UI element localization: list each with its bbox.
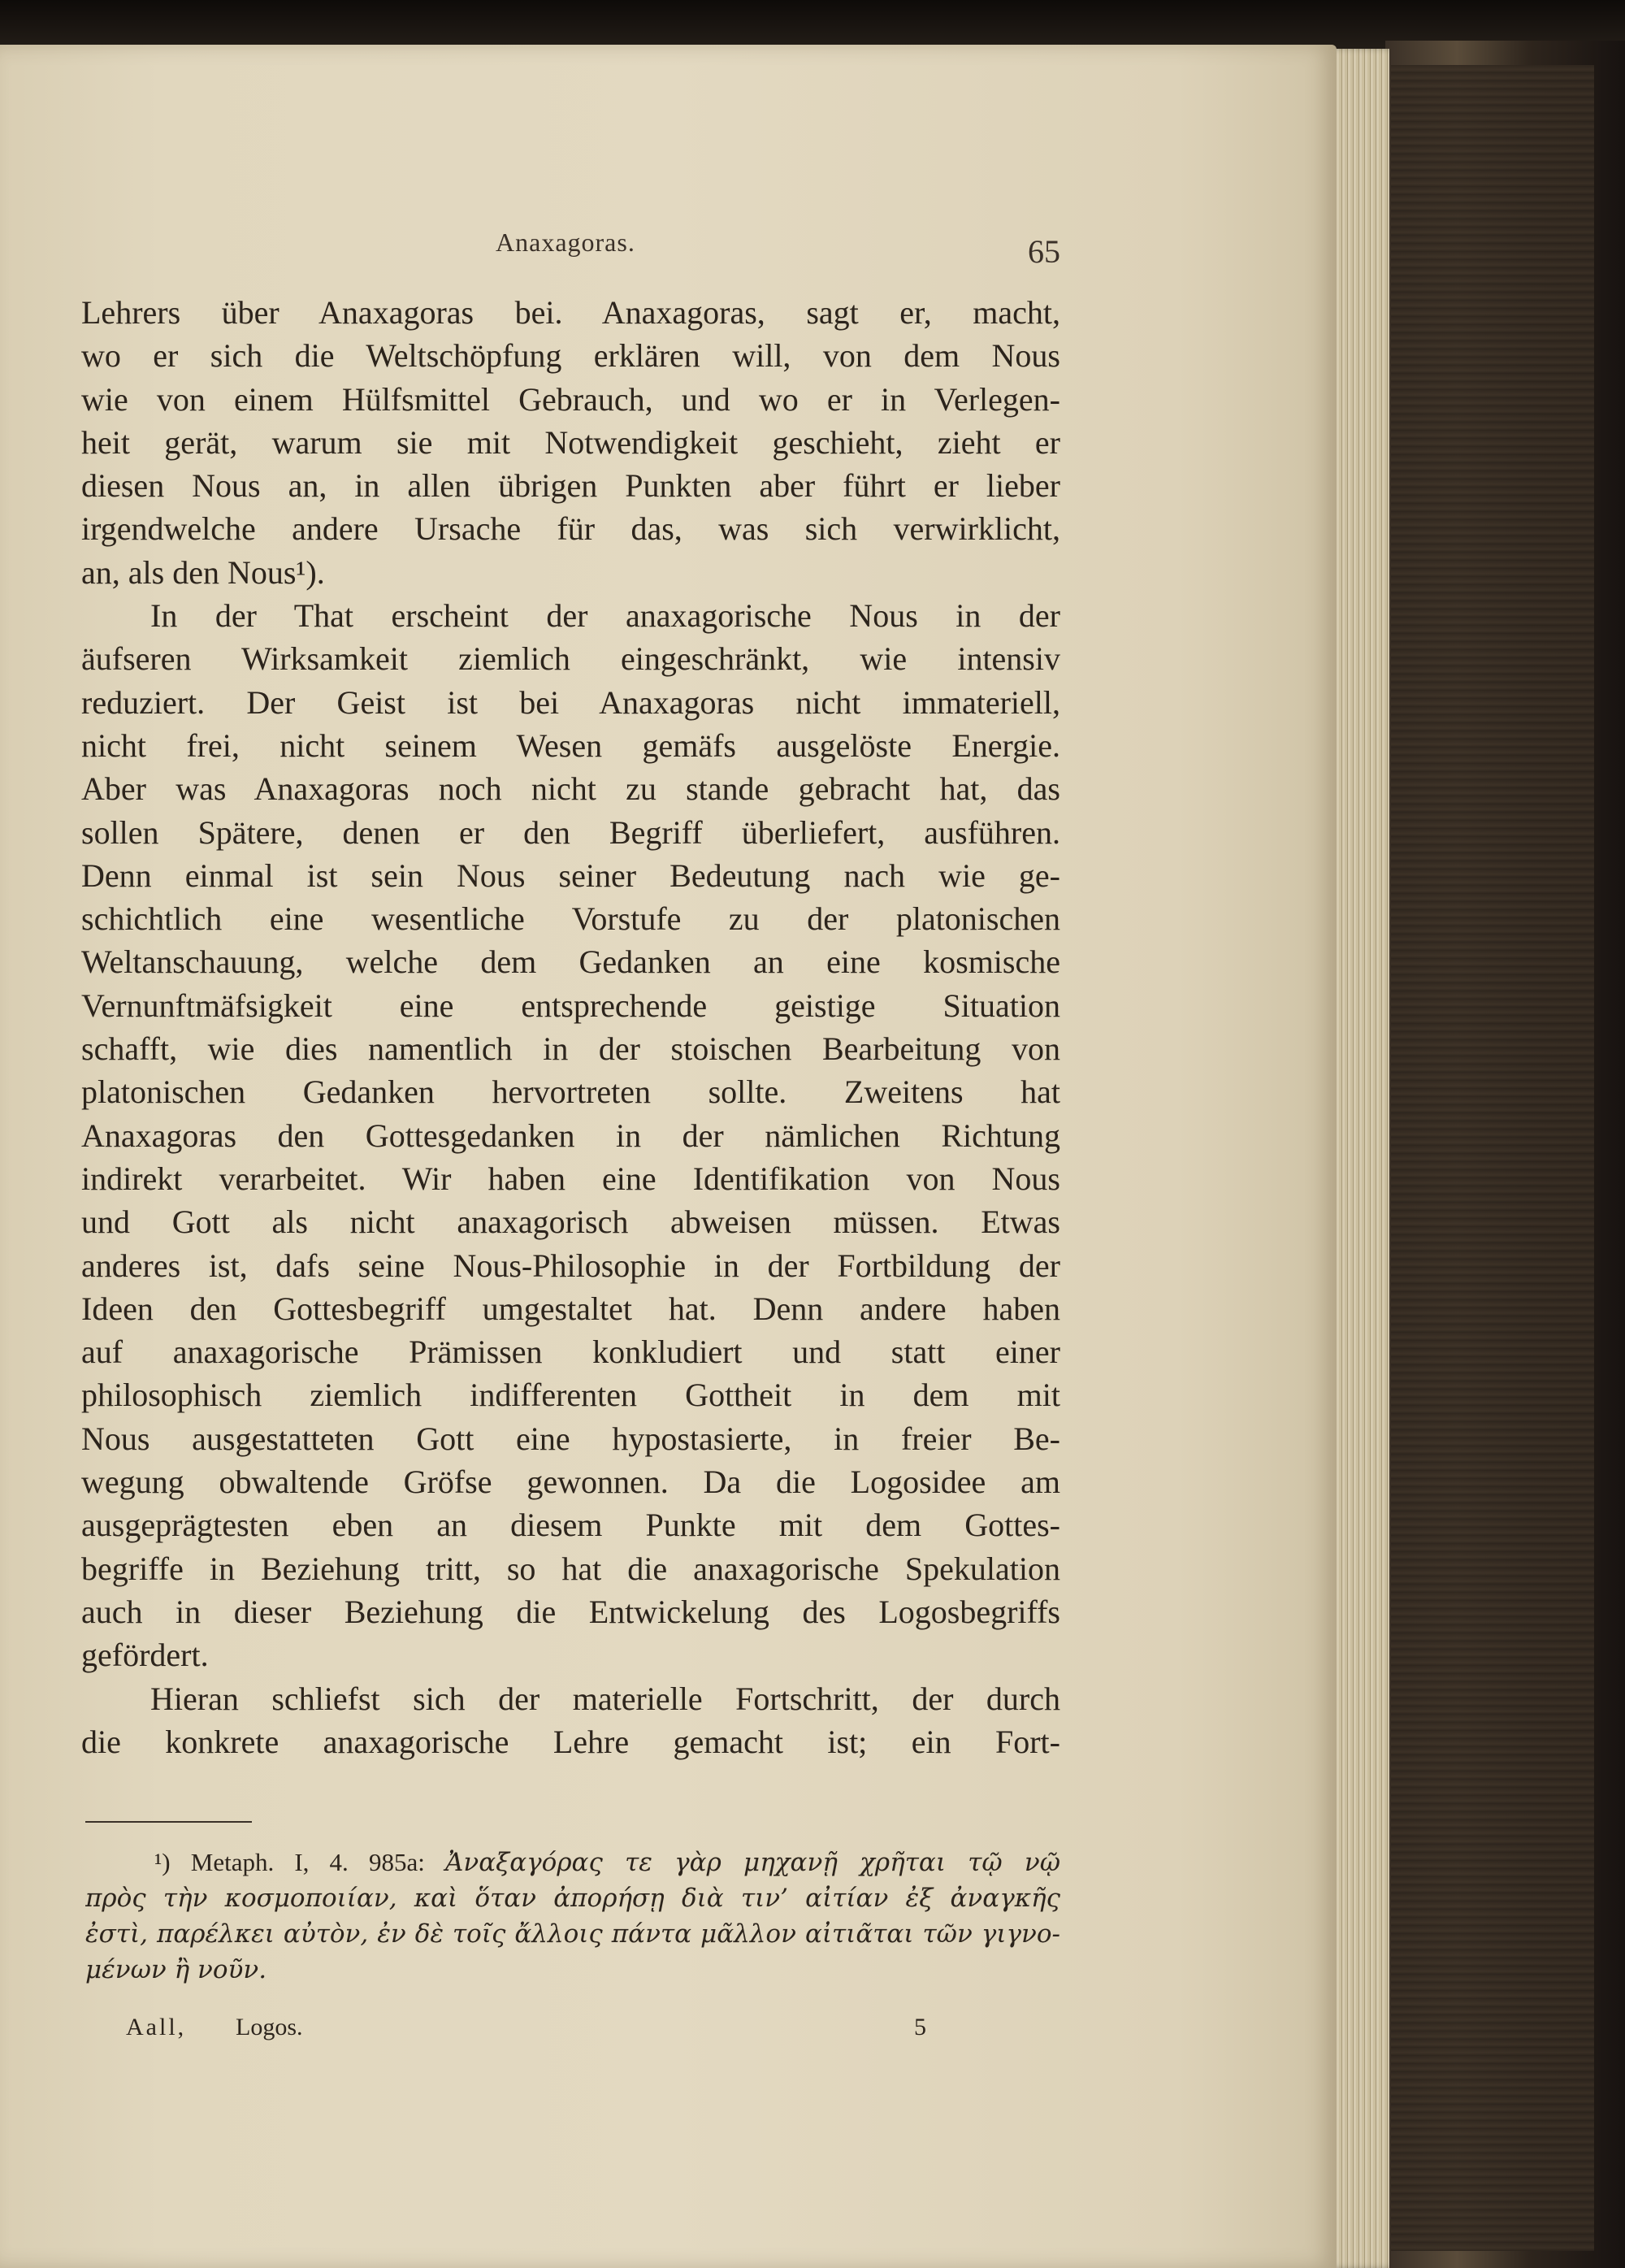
text-line: und Gott als nicht anaxagorisch abweisen müssen. Etwas (81, 1203, 1060, 1241)
signature-line (126, 2014, 938, 2046)
footnote-greek-text: Ἀναξαγόρας τε γὰρ μηχανῇ χρῆται τῷ νῷ (444, 1848, 1060, 1877)
text-line: wie von einem Hülfsmittel Gebrauch, und wo er in Verlegen- (81, 380, 1060, 418)
text-line: Hieran schliefst sich der materielle Fortschritt, der durch (150, 1680, 1060, 1717)
running-head (81, 228, 1060, 276)
text-line: wegung obwaltende Gröfse gewonnen. Da die Logosidee am (81, 1464, 1060, 1501)
text-line: philosophisch ziemlich indifferenten Gottheit in dem mit (81, 1377, 1060, 1414)
text-line: heit gerät, warum sie mit Notwendigkeit geschieht, zieht er (81, 423, 1060, 461)
signature-author: Aall, (126, 2014, 187, 2040)
text-line: auf anaxagorische Prämissen konkludiert und statt einer (81, 1333, 1060, 1371)
text-line: Weltanschauung, welche dem Gedanken an eine kosmische (81, 943, 1060, 981)
text-line: an, als den Nous¹). (81, 553, 325, 591)
text-line: Ideen den Gottesbegriff umgestaltet hat. Denn andere haben (81, 1290, 1060, 1327)
footnote (85, 1845, 1060, 1988)
text-line: schichtlich eine wesentliche Vorstufe zu der platonischen (81, 900, 1060, 938)
text-line: anderes ist, dafs seine Nous-Philosophie in der Fortbildung der (81, 1247, 1060, 1284)
text-line: Anaxagoras den Gottesgedanken in der nämlichen Richtung (81, 1117, 1060, 1154)
footnote-line: πρὸς τὴν κοσμοποιίαν, καὶ ὅταν ἀπορήσῃ διὰ τιν’ αἰτίαν ἐξ ἀναγκῆς (85, 1884, 1060, 1913)
text-line: äufseren Wirksamkeit ziemlich eingeschränkt, wie intensiv (81, 640, 1060, 678)
text-line: gefördert. (81, 1637, 209, 1674)
footnote-line: ἐστὶ, παρέλκει αὐτὸν, ἐν δὲ τοῖς ἄλλοις πάντα μᾶλλον αἰτιᾶται τῶν γιγνο- (85, 1919, 1060, 1949)
text-line: diesen Nous an, in allen übrigen Punkten aber führt er lieber (81, 467, 1060, 505)
book-binding-texture (1391, 65, 1594, 2251)
text-line: wo er sich die Weltschöpfung erklären will, von dem Nous (81, 337, 1060, 375)
text-line: Denn einmal ist sein Nous seiner Bedeutung nach wie ge- (81, 856, 1060, 894)
text-line: In der That erscheint der anaxagorische Nous in der (150, 597, 1060, 635)
footnote-line: μένων ἢ νοῦν. (85, 1955, 267, 1984)
text-line: Lehrers über Anaxagoras bei. Anaxagoras, sagt er, macht, (81, 294, 1060, 331)
text-line: platonischen Gedanken hervortreten sollte. Zweitens hat (81, 1073, 1060, 1111)
text-line: die konkrete anaxagorische Lehre gemacht ist; ein Fort- (81, 1723, 1060, 1760)
text-line: sollen Spätere, denen er den Begriff überliefert, ausführen. (81, 813, 1060, 851)
text-line: auch in dieser Beziehung die Entwickelung des Logosbegriffs (81, 1593, 1060, 1630)
text-line: Vernunftmäfsigkeit eine entsprechende geistige Situation (81, 987, 1060, 1024)
text-line: nicht frei, nicht seinem Wesen gemäfs ausgelöste Energie. (81, 726, 1060, 764)
text-line: schafft, wie dies namentlich in der stoischen Bearbeitung von (81, 1030, 1060, 1068)
text-line: reduziert. Der Geist ist bei Anaxagoras nicht immateriell, (81, 683, 1060, 721)
page-number: 65 (1028, 233, 1060, 270)
signature-title: Logos. (236, 2014, 303, 2040)
body-text (81, 291, 1060, 1763)
text-line: Nous ausgestatteten Gott eine hypostasierte, in freier Be- (81, 1420, 1060, 1457)
footnote-rule (85, 1821, 252, 1823)
running-title: Anaxagoras. (496, 228, 635, 257)
footnote-marker: ¹) (154, 1848, 171, 1876)
text-line: ausgeprägtesten eben an diesem Punkte mit dem Gottes- (81, 1507, 1060, 1544)
text-line: Aber was Anaxagoras noch nicht zu stande gebracht hat, das (81, 770, 1060, 808)
footnote-reference: Metaph. I, 4. 985a: (190, 1848, 425, 1876)
text-line: begriffe in Beziehung tritt, so hat die anaxagorische Spekulation (81, 1550, 1060, 1587)
footnote-line (85, 1845, 1060, 1880)
signature-number: 5 (914, 2014, 926, 2040)
text-line: indirekt verarbeitet. Wir haben eine Identifikation von Nous (81, 1160, 1060, 1197)
text-line: irgendwelche andere Ursache für das, was sich verwirklicht, (81, 510, 1060, 548)
